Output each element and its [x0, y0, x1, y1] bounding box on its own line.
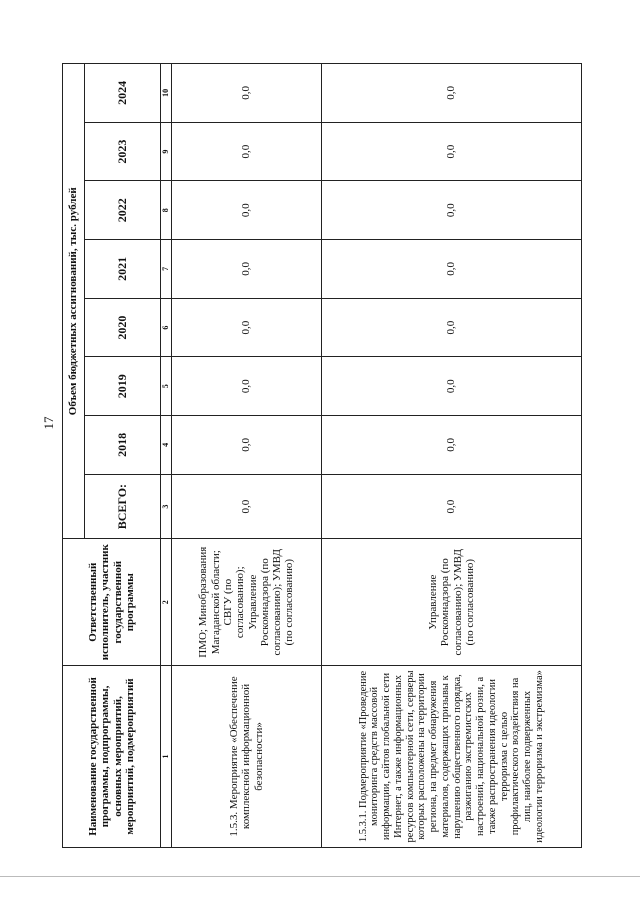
header-year: 2023 — [85, 122, 161, 181]
header-year: 2021 — [85, 240, 161, 299]
value-cell: 0,0 — [172, 64, 322, 123]
value-cell: 0,0 — [322, 357, 582, 416]
rotated-table-container — [62, 63, 582, 848]
header-total: ВСЕГО: — [85, 474, 161, 539]
column-number: 7 — [161, 240, 172, 299]
column-number-row — [161, 64, 172, 848]
row-name: 1.5.3.1. Подмероприятие «Проведение мониторинга средств массовой информации, сайтов глобальной сети Интернет, а также информационных ресурсов компьютерной сети, серверы которых расположены на территории региона, на предмет обнаружения материалов, содержащих призывы к нарушению общественного порядка, разжиганию экстремистских настроений, национальной розни, а также распространения идеологии терроризма с целью профилактического воздействия на лиц, наиболее подверженных идеологии терроризма и экстремизма» — [322, 665, 582, 847]
value-cell: 0,0 — [172, 240, 322, 299]
header-name: Наименование государственной программы, подпрограммы, основных мероприятий, мероприятий, подмероприятий — [63, 665, 161, 847]
value-cell: 0,0 — [172, 122, 322, 181]
table-row — [322, 64, 582, 848]
value-cell: 0,0 — [322, 240, 582, 299]
column-number: 2 — [161, 539, 172, 665]
value-cell: 0,0 — [322, 181, 582, 240]
row-responsible: Управление Роскомнадзора (по согласованию); УМВД (по согласованию) — [322, 539, 582, 665]
header-row-1 — [63, 64, 85, 848]
value-cell: 0,0 — [322, 122, 582, 181]
column-number: 10 — [161, 64, 172, 123]
header-year: 2022 — [85, 181, 161, 240]
column-number: 6 — [161, 298, 172, 357]
header-year: 2024 — [85, 64, 161, 123]
value-cell: 0,0 — [172, 474, 322, 539]
header-year: 2018 — [85, 416, 161, 475]
header-year: 2019 — [85, 357, 161, 416]
value-cell: 0,0 — [322, 64, 582, 123]
page-number: 17 — [41, 416, 56, 430]
header-responsible: Ответственный исполнитель, участник государственной программы — [63, 539, 161, 665]
value-cell: 0,0 — [172, 298, 322, 357]
table-row — [172, 64, 322, 848]
column-number: 3 — [161, 474, 172, 539]
column-number: 8 — [161, 181, 172, 240]
row-name: 1.5.3. Мероприятие «Обеспечение комплексной информационной безопасности» — [172, 665, 322, 847]
value-cell: 0,0 — [322, 298, 582, 357]
page-bottom-rule — [0, 876, 640, 877]
header-budget: Объем бюджетных ассигнований, тыс. рублей — [63, 64, 85, 539]
value-cell: 0,0 — [172, 181, 322, 240]
header-year: 2020 — [85, 298, 161, 357]
value-cell: 0,0 — [172, 357, 322, 416]
budget-table — [62, 63, 582, 848]
column-number: 4 — [161, 416, 172, 475]
column-number: 5 — [161, 357, 172, 416]
value-cell: 0,0 — [322, 474, 582, 539]
column-number: 9 — [161, 122, 172, 181]
column-number: 1 — [161, 665, 172, 847]
value-cell: 0,0 — [172, 416, 322, 475]
value-cell: 0,0 — [322, 416, 582, 475]
row-responsible: ПМО; Минобразования Магаданской области; СВГУ (по согласованию); Управление Роскомнадзора (по согласованию); УМВД (по согласованию) — [172, 539, 322, 665]
